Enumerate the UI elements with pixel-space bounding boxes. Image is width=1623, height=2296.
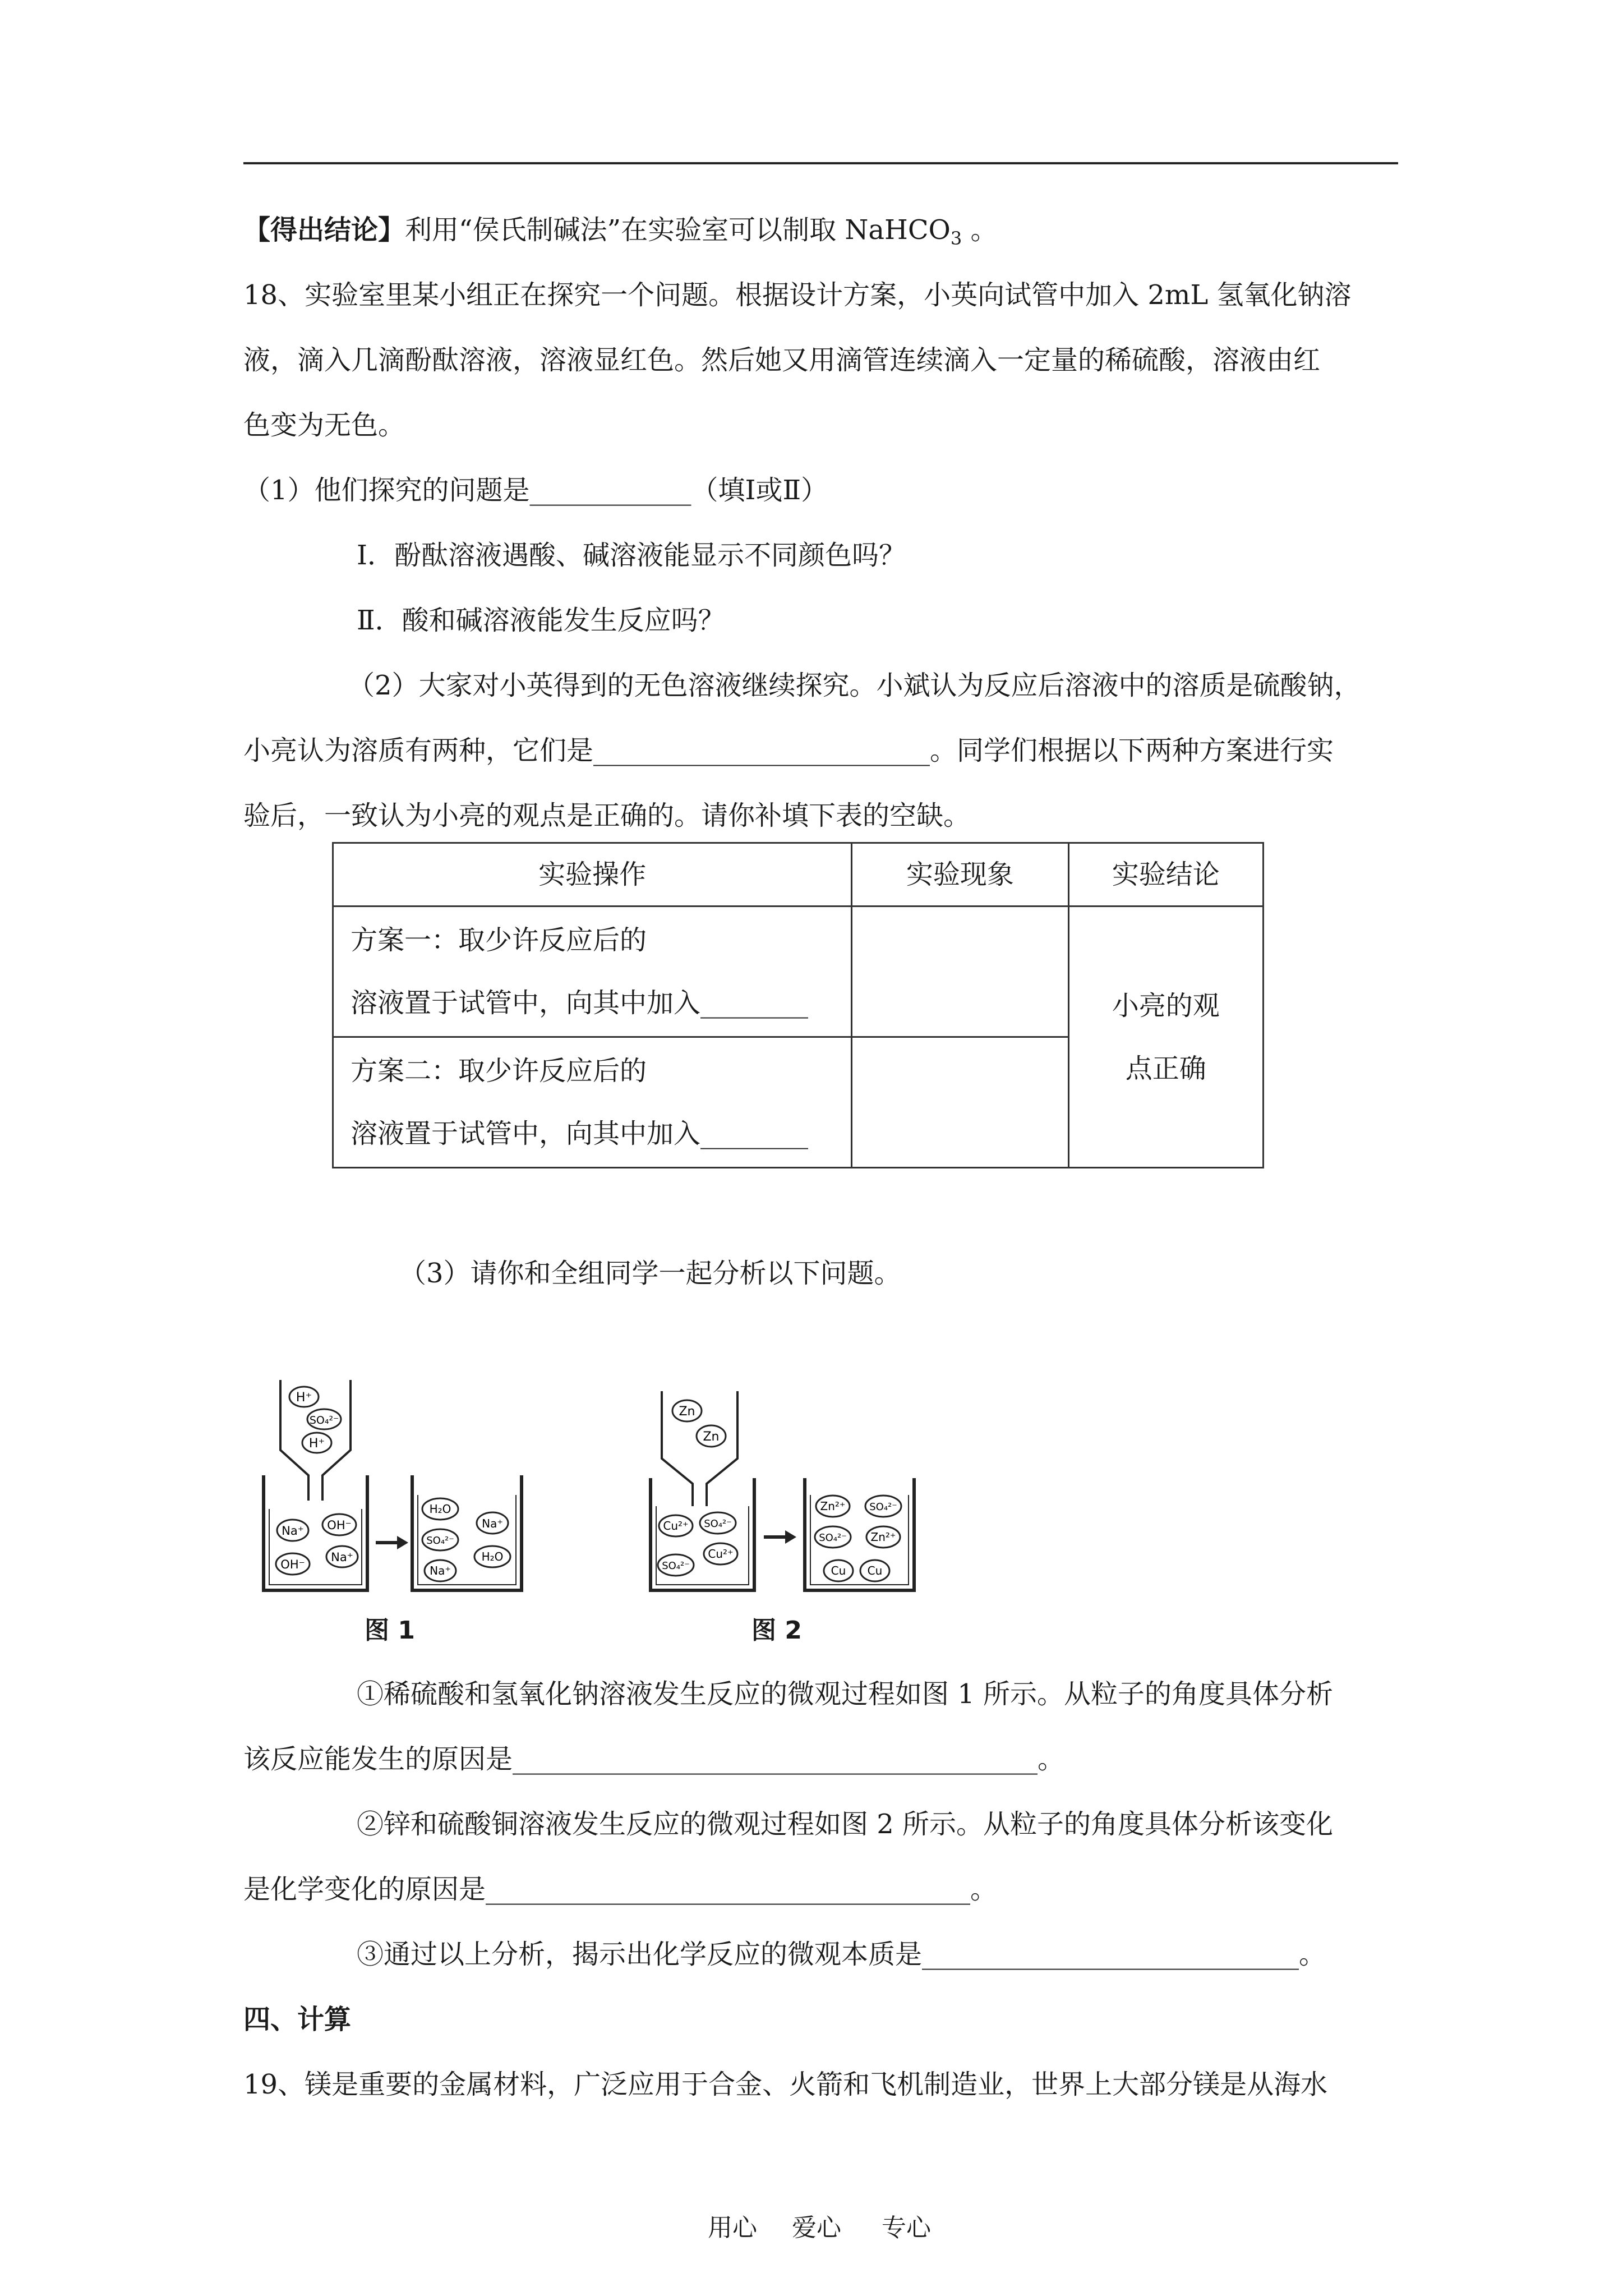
fig2-before-ion-1: Cu²⁺ (663, 1519, 689, 1533)
table-conclusion-cell (1068, 907, 1263, 1168)
conclusion-subscript: 3 (950, 228, 962, 249)
fig2-funnel-atom-2: Zn (703, 1430, 720, 1444)
q18-analysis-1-line1: ①稀硫酸和氢氧化钠溶液发生反应的微观过程如图 1 所示。从粒子的角度具体分析 (357, 1678, 1334, 1710)
fig2-after-ion-2: SO₄²⁻ (869, 1501, 897, 1513)
fig2-after-atom-5: Cu (831, 1564, 846, 1577)
fig2-after-atom-6: Cu (867, 1564, 883, 1577)
table-header-conclusion: 实验结论 (1068, 843, 1263, 907)
fig1-funnel-ion-2: SO₄²⁻ (309, 1414, 339, 1427)
fig2-before-ion-4: Cu²⁺ (708, 1547, 734, 1561)
conclusion-cell-line-2: 点正确 (1125, 1052, 1206, 1084)
figure-2-after-ions (815, 1496, 901, 1581)
table-plan-1 (333, 907, 852, 1037)
q18-analysis-3: ③通过以上分析，揭示出化学反应的微观本质是____________________________。 (357, 1939, 1326, 1970)
figure-1-arrow (376, 1536, 408, 1549)
fig1-funnel-ion-1: H⁺ (296, 1391, 312, 1405)
conclusion-end: 。 (962, 214, 998, 246)
q18-part3: （3）请你和全组同学一起分析以下问题。 (399, 1258, 901, 1289)
section-4-title: 四、计算 (243, 2004, 352, 2035)
fig2-after-ion-1: Zn²⁺ (820, 1499, 846, 1513)
table-header-operation: 实验操作 (333, 843, 852, 907)
figure-1-funnel-ions (289, 1387, 341, 1453)
plan-1-line-1: 方案一：取少许反应后的 (351, 924, 647, 956)
figure-1-after-ions (422, 1498, 510, 1581)
experiment-table (332, 842, 1264, 1168)
fig2-after-ion-4: Zn²⁺ (870, 1530, 896, 1544)
figure-2-arrow (764, 1530, 796, 1544)
table-phenomenon-1-blank (852, 907, 1068, 1037)
q18-part2-line2: 小亮认为溶质有两种，它们是_________________________。同学们根据以下两种方案进行实 (243, 735, 1334, 766)
conclusion-text: 利用“侯氏制碱法”在实验室可以制取 NaHCO (405, 214, 951, 246)
fig2-before-ion-3: SO₄²⁻ (662, 1560, 690, 1572)
fig1-after-ion-4: Na⁺ (430, 1564, 451, 1577)
plan-2-line-1: 方案二：取少许反应后的 (351, 1055, 647, 1087)
fig1-before-ion-1: Na⁺ (282, 1524, 304, 1538)
footer-word-1: 用心 (708, 2214, 757, 2242)
conclusion-line (243, 213, 998, 255)
fig2-after-ion-3: SO₄²⁻ (819, 1532, 847, 1544)
q18-analysis-2-line2: 是化学变化的原因是____________________________________。 (243, 1874, 998, 1905)
conclusion-cell-line-1: 小亮的观 (1112, 990, 1220, 1022)
plan-1-line-2: 溶液置于试管中，向其中加入________ (351, 987, 809, 1019)
fig1-after-ion-1: H₂O (429, 1502, 451, 1516)
fig2-funnel-atom-1: Zn (679, 1405, 695, 1419)
plan-2-line-2: 溶液置于试管中，向其中加入________ (351, 1118, 809, 1149)
figure-2-diagram (645, 1386, 937, 1610)
figure-2-before-ions (658, 1512, 737, 1576)
q18-line1: 18、实验室里某小组正在探究一个问题。根据设计方案，小英向试管中加入 2mL 氢氧化钠溶 (243, 279, 1352, 311)
q18-analysis-1-line2: 该反应能发生的原因是_______________________________________。 (243, 1743, 1065, 1775)
fig1-funnel-ion-3: H⁺ (308, 1437, 325, 1451)
q18-option-2: Ⅱ．酸和碱溶液能发生反应吗？ (357, 605, 725, 636)
q19-line1: 19、镁是重要的金属材料，广泛应用于合金、火箭和飞机制造业，世界上大部分镁是从海水 (243, 2069, 1328, 2100)
footer-word-2: 爱心 (792, 2214, 841, 2242)
q18-line3: 色变为无色。 (243, 409, 405, 441)
header-rule (243, 162, 1398, 164)
fig1-before-ion-3: OH⁻ (280, 1558, 305, 1571)
figure-2-caption: 图 2 (751, 1616, 802, 1645)
q18-option-1: Ⅰ．酚酞溶液遇酸、碱溶液能显示不同颜色吗？ (357, 540, 906, 571)
table-header-phenomenon: 实验现象 (852, 843, 1068, 907)
q18-line2: 液，滴入几滴酚酞溶液，溶液显红色。然后她又用滴管连续滴入一定量的稀硫酸，溶液由红 (243, 344, 1321, 376)
conclusion-label: 【得出结论】 (243, 214, 405, 246)
fig1-after-ion-2: Na⁺ (482, 1517, 503, 1530)
q18-part2-line3: 验后，一致认为小亮的观点是正确的。请你补填下表的空缺。 (243, 800, 971, 831)
q18-part1: （1）他们探究的问题是____________（填Ⅰ或Ⅱ） (243, 475, 828, 506)
fig1-after-ion-3: SO₄²⁻ (426, 1535, 454, 1547)
q18-analysis-2-line1: ②锌和硫酸铜溶液发生反应的微观过程如图 2 所示。从粒子的角度具体分析该变化 (357, 1809, 1334, 1840)
table-plan-2 (333, 1037, 852, 1168)
fig1-after-ion-5: H₂O (481, 1550, 504, 1563)
fig1-before-ion-2: OH⁻ (327, 1519, 352, 1532)
figure-2-funnel-atoms (672, 1400, 726, 1447)
figure-1-caption: 图 1 (365, 1616, 415, 1645)
figure-1-before-ions (276, 1514, 358, 1575)
table-phenomenon-2-blank (852, 1037, 1068, 1168)
footer-word-3: 专心 (882, 2214, 931, 2242)
q18-part2-line1: （2）大家对小英得到的无色溶液继续探究。小斌认为反应后溶液中的溶质是硫酸钠， (348, 670, 1361, 701)
figure-1-diagram (258, 1374, 527, 1610)
fig2-before-ion-2: SO₄²⁻ (704, 1518, 732, 1530)
fig1-before-ion-4: Na⁺ (331, 1550, 353, 1564)
